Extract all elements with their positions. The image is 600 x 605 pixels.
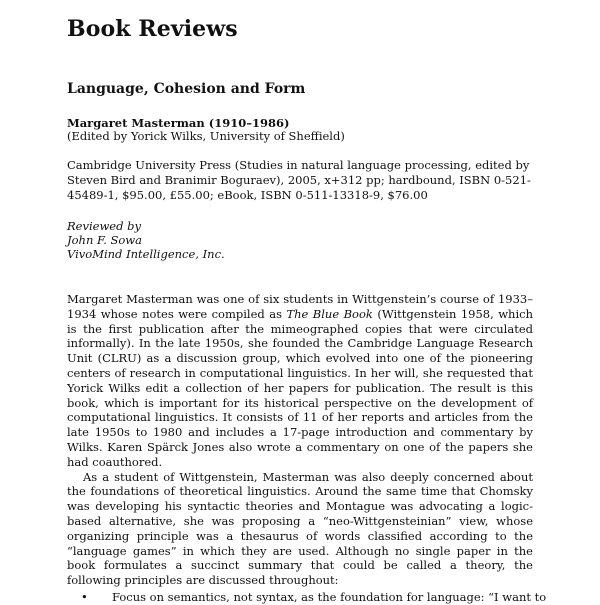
- reviewed-by-label: Reviewed by: [67, 219, 141, 233]
- paragraph-1: [67, 292, 533, 470]
- book-title-reference: The Blue Book: [286, 306, 373, 321]
- book-author: Margaret Masterman (1910–1986): [67, 116, 290, 130]
- section-title: Book Reviews: [67, 16, 238, 42]
- review-body: [67, 292, 533, 588]
- paragraph-2: As a student of Wittgenstein, Masterman was also deeply concerned about the foundations of theoretical linguistics. Around the same time that Chomsky was developing his syntactic theories and Montague was advocating a logic-based alternative, she was proposing a “neo-Wittgensteinian” view, whose organizing principle was a thesaurus of words classified according to the “language games” in which they are used. Although no single paper in the book formulates a succinct summary that could be called a theory, the following principles are discussed throughout:: [67, 469, 533, 588]
- book-editor: (Edited by Yorick Wilks, University of Sheffield): [67, 129, 345, 143]
- page: [67, 0, 547, 604]
- review-title: Language, Cohesion and Form: [67, 81, 306, 97]
- reviewer-affiliation: VivoMind Intelligence, Inc.: [67, 247, 225, 261]
- paragraph-1-part-1: Margaret Masterman was one of six students in Wittgenstein’s course of 1933–1934 whose notes were compiled as: [67, 292, 533, 321]
- reviewer-block: [67, 219, 225, 261]
- publisher-info: Cambridge University Press (Studies in natural language processing, edited by Steven Bird and Branimir Boguraev), 2005, x+312 pp; hardbound, ISBN 0-521-45489-1, $95.00, £55.00; eBook, ISBN 0-511-13318-9, $76.00: [67, 158, 531, 202]
- bullet-text: Focus on semantics, not syntax, as the foundation for language: “I want to: [112, 590, 547, 604]
- bullet-dot: •: [81, 590, 88, 604]
- bullet-item: [81, 590, 547, 605]
- reviewer-name: John F. Sowa: [67, 233, 143, 247]
- paragraph-1-part-2: (Wittgenstein 1958, which is the first publication after the mimeographed copies that were circulated informally). In the late 1950s, she founded the Cambridge Language Research Unit (CLRU) as a discussion group, which evolved into one of the pioneering centers of research in computational linguistics. In her will, she requested that Yorick Wilks edit a collection of her papers for publication. The result is this book, which is important for its historical perspective on the development of computational linguistics. It consists of 11 of her reports and articles from the late 1950s to 1980 and includes a 17-page introduction and commentary by Wilks. Karen Spärck Jones also wrote a commentary on one of the papers she had coauthored.: [67, 306, 533, 469]
